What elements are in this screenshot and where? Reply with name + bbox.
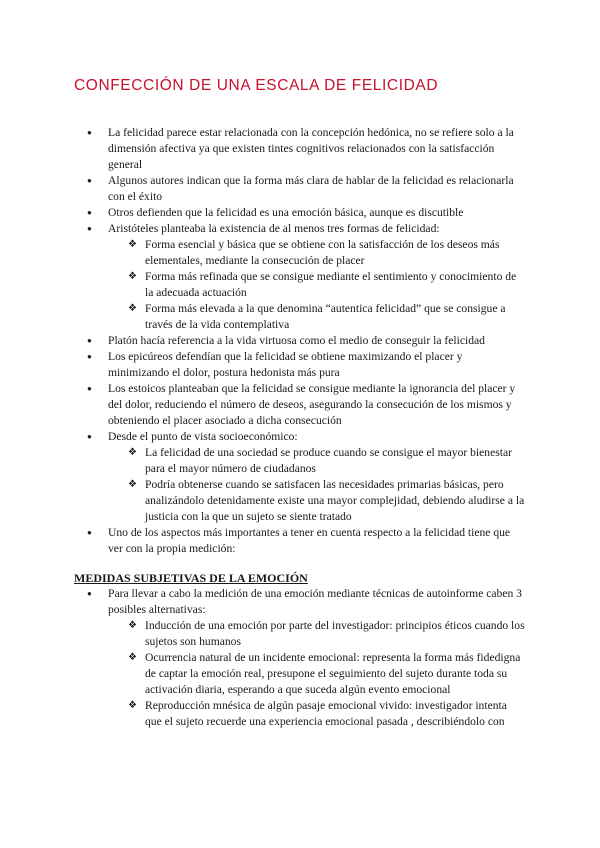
list-item — [0, 205, 600, 221]
sub-list — [108, 445, 526, 525]
section-heading: MEDIDAS SUBJETIVAS DE LA EMOCIÓN — [74, 571, 308, 585]
bullet-icon: ● — [87, 528, 92, 537]
sub-list-item — [108, 237, 526, 269]
sub-list-item-text: Reproducción mnésica de algún pasaje emocional vivido: investigador intenta que el sujeto recuerde una experiencia emocional pasada , describiéndolo con — [145, 699, 507, 728]
list-item-text: Algunos autores indican que la forma más clara de hablar de la felicidad es relacionarla con el éxito — [108, 174, 514, 203]
list-item-text: Platón hacía referencia a la vida virtuosa como el medio de conseguir la felicidad — [108, 334, 485, 347]
diamond-bullet-icon: ❖ — [128, 271, 137, 282]
list-item — [0, 333, 600, 349]
list-item — [0, 349, 600, 381]
sub-list-item-text: Ocurrencia natural de un incidente emocional: representa la forma más fidedigna de captar la emoción real, presupone el seguimiento del sujeto durante toda su activación diaria, esperando a que suceda algún evento emocional — [145, 651, 521, 696]
list-item — [0, 125, 600, 173]
bullet-icon: ● — [87, 176, 92, 185]
section1-list — [0, 125, 600, 557]
sub-list-item-text: Inducción de una emoción por parte del investigador: principios éticos cuando los sujetos son humanos — [145, 619, 525, 648]
sub-list-item — [108, 269, 526, 301]
list-item-text: Desde el punto de vista socioeconómico: — [108, 430, 298, 443]
diamond-bullet-icon: ❖ — [128, 239, 137, 250]
sub-list-item-text: La felicidad de una sociedad se produce cuando se consigue el mayor bienestar para el mayor número de ciudadanos — [145, 446, 512, 475]
page-title: CONFECCIÓN DE UNA ESCALA DE FELICIDAD — [74, 77, 439, 94]
list-item — [0, 525, 600, 557]
bullet-icon: ● — [87, 224, 92, 233]
sub-list-item-text: Podría obtenerse cuando se satisfacen las necesidades primarias básicas, pero analizándolo detenidamente existe una mayor complejidad, debiendo aludirse a la justicia con la que un sujeto se siente tratado — [145, 478, 525, 523]
diamond-bullet-icon: ❖ — [128, 303, 137, 314]
list-item-text: La felicidad parece estar relacionada con la concepción hedónica, no se refiere solo a la dimensión afectiva ya que existen tintes cognitivos relacionados con la satisfacción general — [108, 126, 514, 171]
diamond-bullet-icon: ❖ — [128, 447, 137, 458]
list-item — [0, 586, 600, 730]
diamond-bullet-icon: ❖ — [128, 700, 137, 711]
section2-list — [0, 586, 600, 730]
bullet-icon: ● — [87, 336, 92, 345]
diamond-bullet-icon: ❖ — [128, 479, 137, 490]
sub-list — [108, 618, 526, 730]
list-item-text: Para llevar a cabo la medición de una emoción mediante técnicas de autoinforme caben 3 posibles alternativas: — [108, 587, 522, 616]
bullet-icon: ● — [87, 589, 92, 598]
sub-list-item-text: Forma más refinada que se consigue mediante el sentimiento y conocimiento de la adecuada actuación — [145, 270, 517, 299]
sub-list-item — [108, 301, 526, 333]
bullet-icon: ● — [87, 432, 92, 441]
sub-list-item — [108, 445, 526, 477]
sub-list-item — [108, 698, 526, 730]
document-body — [0, 125, 600, 730]
list-item — [0, 429, 600, 525]
sub-list-item — [108, 618, 526, 650]
list-item-text: Aristóteles planteaba la existencia de al menos tres formas de felicidad: — [108, 222, 440, 235]
list-item — [0, 173, 600, 205]
sub-list-item-text: Forma esencial y básica que se obtiene con la satisfacción de los deseos más elementales, mediante la consecución de placer — [145, 238, 500, 267]
list-item-text: Otros defienden que la felicidad es una emoción básica, aunque es discutible — [108, 206, 464, 219]
bullet-icon: ● — [87, 128, 92, 137]
diamond-bullet-icon: ❖ — [128, 652, 137, 663]
list-item — [0, 381, 600, 429]
bullet-icon: ● — [87, 384, 92, 393]
sub-list-item-text: Forma más elevada a la que denomina “autentica felicidad” que se consigue a través de la vida contemplativa — [145, 302, 506, 331]
bullet-icon: ● — [87, 208, 92, 217]
list-item-text: Los estoicos planteaban que la felicidad se consigue mediante la ignorancia del placer y del dolor, reduciendo el número de deseos, asegurando la consecución de los mismos y obteniendo el placer asociado a dicha consecución — [108, 382, 516, 427]
list-item-text: Los epicúreos defendían que la felicidad se obtiene maximizando el placer y minimizando el dolor, postura hedonista más pura — [108, 350, 463, 379]
list-item — [0, 221, 600, 333]
sub-list-item — [108, 650, 526, 698]
diamond-bullet-icon: ❖ — [128, 620, 137, 631]
list-item-text: Uno de los aspectos más importantes a tener en cuenta respecto a la felicidad tiene que ver con la propia medición: — [108, 526, 511, 555]
sub-list — [108, 237, 526, 333]
bullet-icon: ● — [87, 352, 92, 361]
sub-list-item — [108, 477, 526, 525]
